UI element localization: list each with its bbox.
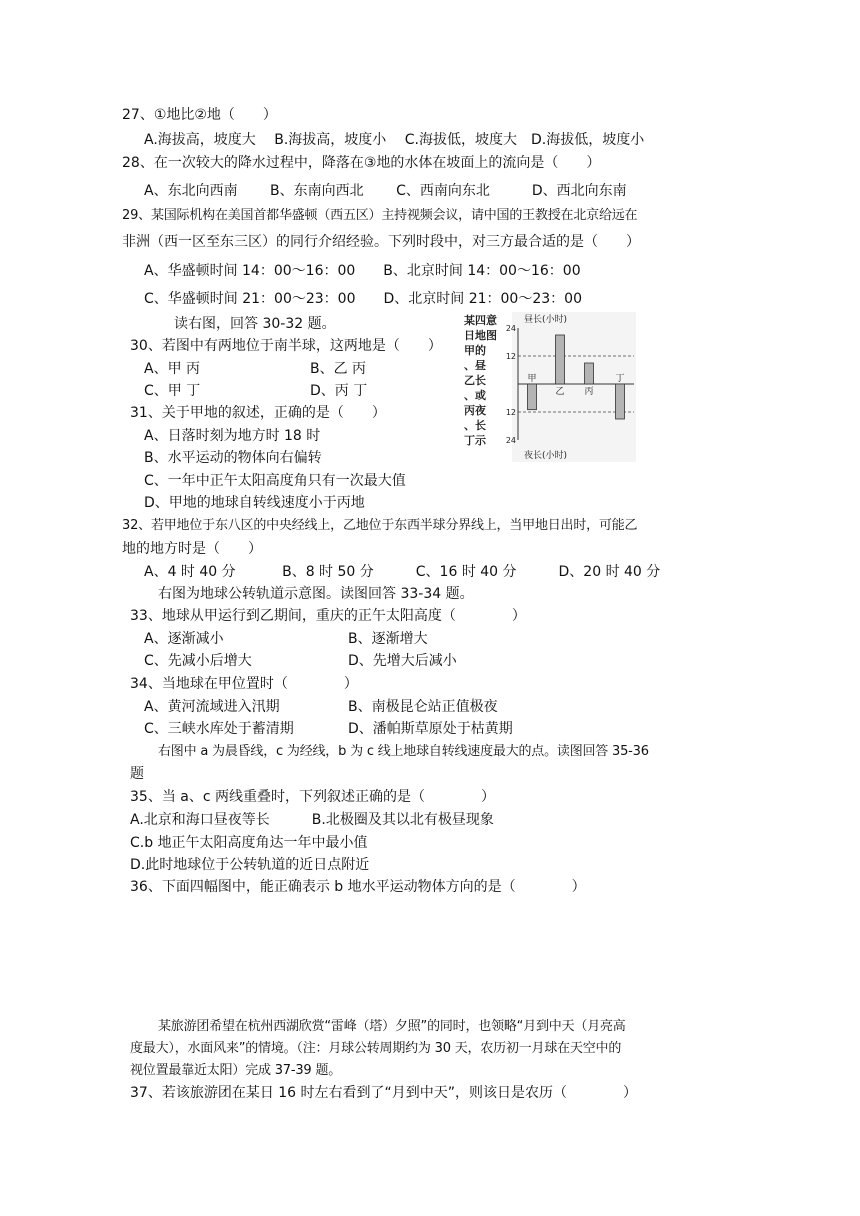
chart-title-char: 甲 [464, 344, 475, 357]
intro-37-39-line3: 视位置最靠近太阳）完成 37-39 题。 [130, 1063, 342, 1078]
q27-options: A.海拔高，坡度大 B.海拔高，坡度小 C.海拔低，坡度大 D.海拔低，坡度小 [144, 132, 645, 148]
chart-tick-label: 12 [505, 352, 516, 361]
chart-title-char: 地 [475, 329, 486, 342]
chart-title-char: 的 [475, 344, 486, 357]
q31-option-d: D、甲地的地球自转线速度小于丙地 [144, 495, 365, 511]
chart-title-char: 图 [486, 329, 497, 342]
q35-stem: 35、当 a、c 两线重叠时，下列叙述正确的是（ ） [130, 789, 495, 805]
q32-stem-line2: 地的地方时是（ ） [122, 541, 262, 557]
q27-stem: 27、①地比②地（ ） [122, 107, 277, 123]
chart-title-char: 夜 [475, 404, 486, 417]
chart-title-char: 示 [475, 434, 486, 447]
chart-title-char: 长 [475, 374, 486, 387]
intro-37-39-line1: 某旅游团希望在杭州西湖欣赏“雷峰（塔）夕照”的同时，也领略“月到中天（月亮高 [158, 1019, 626, 1034]
intro-35-36-line2: 题 [130, 766, 144, 782]
chart-title-char: 意 [486, 314, 497, 327]
q33-option-b: B、逐渐增大 [348, 631, 428, 647]
q32-options: A、4 时 40 分 B、8 时 50 分 C、16 时 40 分 D、20 时 40 分 [144, 564, 661, 580]
chart-tick-label: 24 [505, 324, 516, 333]
chart-ylabel-day: 昼长(小时) [524, 315, 568, 325]
q31-option-c: C、一年中正午太阳高度角只有一次最大值 [144, 473, 406, 489]
chart-tick-label: 12 [505, 408, 516, 417]
q30-option-c: C、甲 丁 [144, 383, 201, 399]
q35-options-ab: A.北京和海口昼夜等长 B.北极圈及其以北有极昼现象 [130, 812, 494, 828]
chart-title-char: 或 [475, 389, 486, 402]
chart-tick-label: 24 [505, 436, 516, 445]
chart-title-char: 、 [464, 389, 475, 402]
intro-33-34: 右图为地球公转轨道示意图。读图回答 33-34 题。 [158, 586, 474, 602]
day-night-length-chart [462, 312, 638, 462]
q29-options-row2: C、华盛顿时间 21：00～23：00 D、北京时间 21：00～23：00 [144, 291, 582, 307]
chart-title-char: 昼 [475, 359, 486, 372]
q35-option-d: D.此时地球位于公转轨道的近日点附近 [130, 857, 370, 873]
chart-category-label: 丁 [615, 374, 625, 384]
q29-options-row1: A、华盛顿时间 14：00～16：00 B、北京时间 14：00～16：00 [144, 263, 581, 279]
chart-title-char: 某 [464, 314, 475, 327]
q30-option-a: A、甲 丙 [144, 361, 201, 377]
q34-option-d: D、潘帕斯草原处于枯黄期 [348, 721, 513, 737]
chart-bar-2 [556, 335, 565, 384]
chart-category-label: 乙 [555, 387, 565, 397]
chart-title-char: 四 [475, 314, 486, 327]
q34-stem: 34、当地球在甲位置时（ ） [130, 676, 358, 692]
q34-option-b: B、南极昆仑站正值极夜 [348, 699, 498, 715]
chart-title-char: 、 [464, 359, 475, 372]
q29-stem-line1: 29、某国际机构在美国首都华盛顿（西五区）主持视频会议，请中国的王教授在北京给远在 [122, 208, 638, 223]
q32-stem-line1: 32、若甲地位于东八区的中央经线上，乙地位于东西半球分界线上，当甲地日出时，可能乙 [122, 518, 638, 533]
chart-title-vertical [463, 313, 497, 447]
q35-option-c: C.b 地正午太阳高度角达一年中最小值 [130, 835, 368, 851]
q29-stem-line2: 非洲（西一区至东三区）的同行介绍经验。下列时段中，对三方最合适的是（ ） [122, 234, 640, 250]
q33-option-c: C、先减小后增大 [144, 653, 252, 669]
intro-37-39-line2: 度最大），水面风来”的情境。（注：月球公转周期约为 30 天，农历初一月球在天空中的 [130, 1041, 622, 1056]
q30-option-d: D、丙 丁 [310, 383, 368, 399]
q33-option-d: D、先增大后减小 [348, 653, 457, 669]
q31-option-b: B、水平运动的物体向右偏转 [144, 450, 322, 466]
intro-35-36-line1: 右图中 a 为晨昏线，c 为经线，b 为 c 线上地球自转线速度最大的点。读图回答 35-36 [158, 744, 649, 759]
chart-bar-3 [585, 363, 594, 384]
chart-title-char: 日 [464, 329, 475, 342]
q31-stem: 31、关于甲地的叙述，正确的是（ ） [130, 405, 386, 421]
q30-stem: 30、若图中有两地位于南半球，这两地是（ ） [130, 338, 442, 354]
q37-stem: 37、若该旅游团在某日 16 时左右看到了“月到中天”，则该日是农历（ ） [130, 1085, 638, 1101]
intro-30-32: 读右图，回答 30-32 题。 [174, 316, 336, 332]
q36-stem: 36、下面四幅图中，能正确表示 b 地水平运动物体方向的是（ ） [130, 879, 586, 895]
chart-category-label: 甲 [527, 374, 537, 384]
q34-option-c: C、三峡水库处于蓄清期 [144, 721, 294, 737]
q28-stem: 28、在一次较大的降水过程中，降落在③地的水体在坡面上的流向是（ ） [122, 155, 601, 171]
chart-ylabel-night: 夜长(小时) [524, 451, 568, 461]
chart-title-char: 、 [464, 419, 475, 432]
q31-option-a: A、日落时刻为地方时 18 时 [144, 428, 321, 444]
q30-option-b: B、乙 丙 [310, 361, 367, 377]
q34-option-a: A、黄河流域进入汛期 [144, 699, 280, 715]
chart-title-char: 丁 [464, 434, 475, 447]
q28-options: A、东北向西南 B、东南向西北 C、西南向东北 D、西北向东南 [144, 183, 627, 199]
chart-title-char: 丙 [464, 404, 475, 417]
chart-category-label: 丙 [584, 387, 594, 397]
q33-stem: 33、地球从甲运行到乙期间，重庆的正午太阳高度（ ） [130, 608, 526, 624]
chart-title-char: 乙 [464, 374, 475, 387]
chart-bar-1 [528, 384, 537, 410]
chart-bar-4 [616, 384, 625, 419]
chart-title-char: 长 [475, 419, 486, 432]
q33-option-a: A、逐渐减小 [144, 631, 224, 647]
